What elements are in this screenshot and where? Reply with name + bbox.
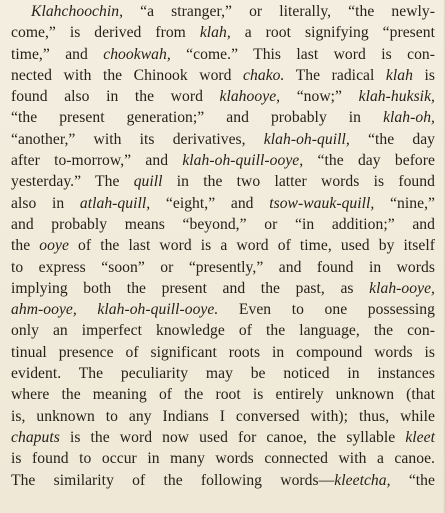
italic-term: tsow-wauk-quill, — [269, 194, 375, 212]
text-segment: of the last word is a word of time, used by itself — [68, 237, 436, 255]
text-line — [11, 406, 435, 427]
text-segment: after to-morrow,” and — [11, 152, 183, 170]
italic-term: klah, — [199, 24, 231, 42]
text-segment: “now;” — [280, 88, 359, 106]
text-segment: The similarity of the following words— — [11, 471, 335, 489]
text-line — [11, 448, 435, 469]
text-line — [11, 86, 435, 107]
text-segment: to express “soon” or “presently,” and found in words — [11, 258, 435, 276]
text-line — [11, 257, 435, 278]
text-line — [11, 150, 435, 171]
italic-term: chookwah, — [103, 45, 171, 63]
italic-term: quill — [133, 173, 163, 191]
text-line — [11, 65, 435, 86]
text-segment: is found to occur in many words connected with a canoe. — [11, 450, 435, 468]
italic-term: Klahchoochin, — [31, 3, 124, 20]
text-line — [11, 363, 435, 384]
text-segment: found also in the word — [11, 88, 220, 106]
text-segment: come,” is derived from — [11, 24, 200, 42]
italic-term: klah — [385, 66, 413, 84]
italic-term: chaputs — [11, 428, 60, 446]
italic-term: atlah-quill, — [79, 194, 151, 212]
italic-term: kleet — [405, 428, 435, 446]
text-segment: “come.” This last word is con- — [170, 45, 435, 63]
text-segment: Even to one possessing — [218, 301, 435, 319]
text-segment: “eight,” and — [150, 194, 270, 212]
text-line — [11, 107, 435, 128]
text-line — [11, 129, 435, 150]
text-segment: “nine,” — [374, 194, 435, 212]
text-line — [11, 342, 435, 363]
text-segment: a root signifying “present — [230, 24, 435, 42]
text-segment: implying both the present and the past, as — [11, 279, 370, 297]
text-line — [11, 235, 435, 256]
text-segment: is, unknown to any Indians I conversed with); thus, while — [11, 407, 435, 425]
text-segment: nected with the Chinook word — [11, 66, 244, 84]
text-segment: “the day — [349, 130, 436, 148]
text-segment: tinual presence of significant roots in compound words is — [11, 343, 435, 361]
italic-term: chako. — [243, 66, 285, 84]
italic-term: ahm-ooye, klah-oh-quill-ooye. — [11, 301, 219, 319]
text-segment: The radical — [284, 66, 386, 84]
italic-term: klah-oh, — [383, 109, 435, 127]
text-segment: “the day before — [303, 152, 435, 170]
text-line — [11, 22, 435, 43]
italic-term: klah-oh-quill, — [263, 130, 350, 148]
italic-term: klah-ooye, — [369, 279, 435, 297]
text-segment: in the two latter words is found — [162, 173, 435, 191]
text-segment: time,” and — [11, 45, 104, 63]
text-line — [11, 427, 435, 448]
text-line — [11, 299, 435, 320]
italic-term: ooye — [39, 237, 69, 255]
text-line — [11, 193, 435, 214]
text-segment: the — [11, 237, 40, 255]
text-segment: “the — [390, 471, 435, 489]
text-segment: and probably means “beyond,” or “in addition;” and — [11, 215, 435, 233]
italic-term: kleetcha, — [334, 471, 391, 489]
italic-term: klah-oh-quill-ooye, — [182, 152, 304, 170]
text-segment: also in — [11, 194, 80, 212]
italic-term: klah-huksik, — [358, 88, 435, 106]
text-segment: only an imperfect knowledge of the language, the con- — [11, 322, 435, 340]
text-line — [11, 171, 435, 192]
text-segment: “a stranger,” or literally, “the newly- — [123, 3, 435, 20]
text-line — [11, 470, 435, 491]
text-line — [11, 1, 435, 22]
text-segment: “the present generation;” and probably in — [11, 109, 384, 127]
text-segment: is — [412, 66, 436, 84]
paragraph — [11, 1, 435, 491]
text-segment: evident. The peculiarity may be noticed in instances — [11, 365, 435, 383]
text-segment: is the word now used for canoe, the syllable — [59, 428, 406, 446]
text-line — [11, 320, 435, 341]
text-line — [11, 278, 435, 299]
text-segment: yesterday.” The — [11, 173, 134, 191]
italic-term: klahooye, — [219, 88, 281, 106]
text-segment: where the meaning of the root is entirely unknown (that — [11, 386, 435, 404]
text-line — [11, 44, 435, 65]
text-segment: “another,” with its derivatives, — [11, 130, 264, 148]
text-line — [11, 214, 435, 235]
text-line — [11, 384, 435, 405]
